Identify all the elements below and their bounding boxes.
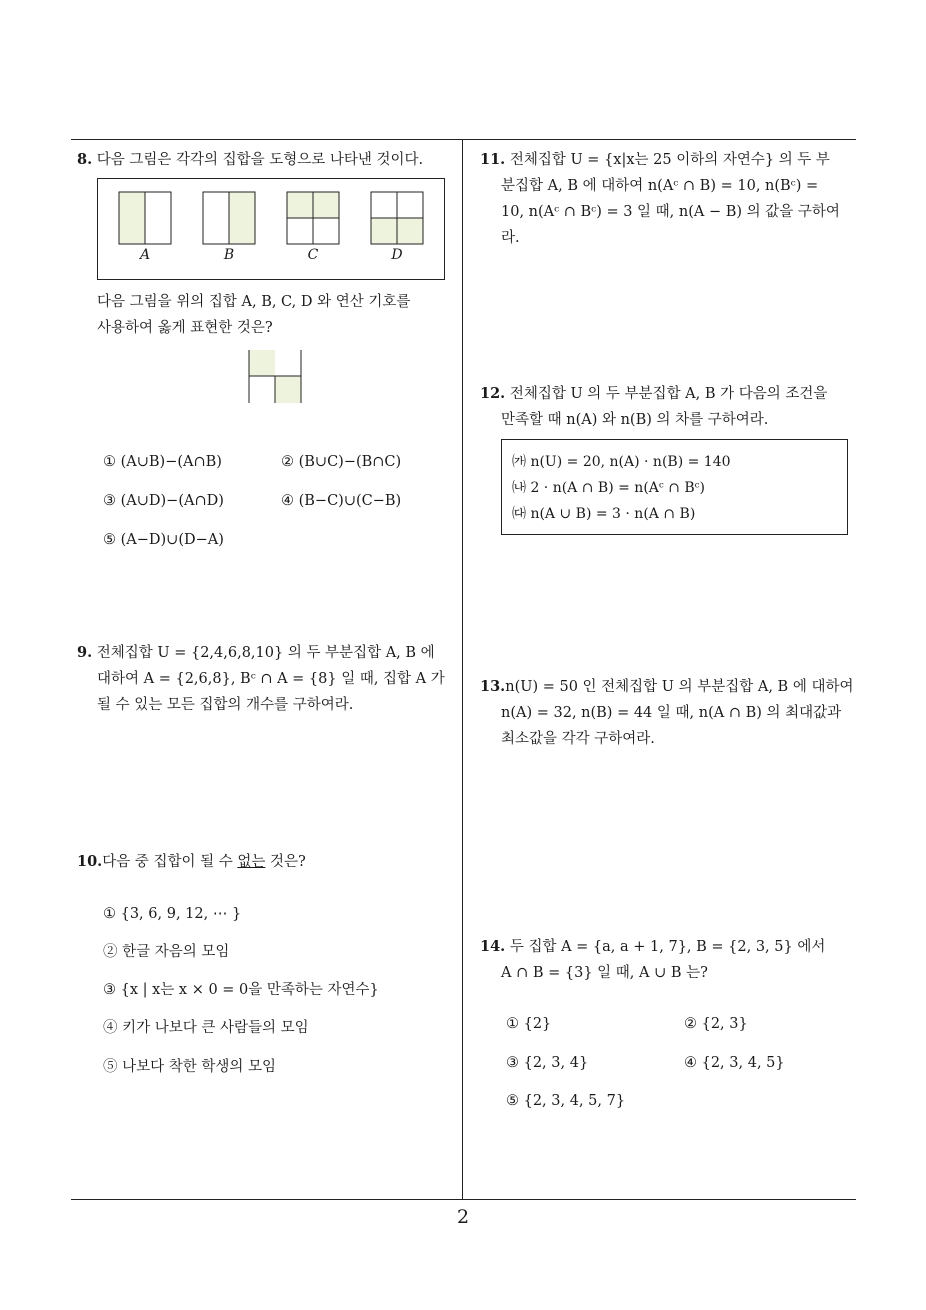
question-number: 11.	[480, 151, 506, 168]
target-shade-top-left	[249, 350, 275, 376]
question-text-line-3: 최소값을 각각 구하여라.	[501, 731, 655, 747]
choice-5[interactable]: ⑤ (A−D)∪(D−A)	[103, 532, 224, 548]
question-text-line-2: 만족할 때 n(A) 와 n(B) 의 차를 구하여라.	[501, 412, 769, 428]
question-intro: 다음 그림은 각각의 집합을 도형으로 나타낸 것이다.	[96, 152, 424, 168]
question-text-line-1: 전체집합 U = {x|x는 25 이하의 자연수} 의 두 부	[509, 152, 830, 168]
figure-a-shade	[119, 192, 145, 244]
bottom-rule	[71, 1199, 856, 1200]
condition-ga: ㈎ n(U) = 20, n(A) · n(B) = 140	[512, 454, 731, 470]
target-figure	[246, 350, 304, 404]
question-text-line-2: 사용하여 옳게 표현한 것은?	[97, 320, 273, 336]
figure-d-label: D	[391, 247, 403, 263]
choice-2[interactable]: ② 한글 자음의 모임	[103, 944, 230, 960]
question-number: 14.	[480, 938, 506, 955]
set-figures	[98, 179, 444, 279]
choice-4[interactable]: ④ {2, 3, 4, 5}	[684, 1055, 785, 1071]
choice-5[interactable]: ⑤ 나보다 착한 학생의 모임	[103, 1059, 277, 1075]
question-text-post: 것은?	[265, 854, 306, 870]
question-text-line-2: n(A) = 32, n(B) = 44 일 때, n(A ∩ B) 의 최대값과	[501, 705, 842, 721]
figure-a	[119, 192, 171, 244]
choice-3[interactable]: ③ {2, 3, 4}	[506, 1055, 589, 1071]
question-text-line-3: 10, n(Aᶜ ∩ Bᶜ) = 3 일 때, n(A − B) 의 값을 구하여	[501, 204, 840, 220]
figure-b	[203, 192, 255, 244]
conditions-box	[501, 439, 848, 535]
figure-d	[371, 192, 423, 244]
question-text-underlined: 없는	[237, 854, 266, 870]
page-number: 2	[456, 1206, 470, 1228]
top-rule	[71, 139, 856, 140]
set-figures-box	[97, 178, 445, 280]
question-text-line-1: n(U) = 50 인 전체집합 U 의 부분집합 A, B 에 대하여	[505, 679, 854, 695]
question-text-line-2: 분집합 A, B 에 대하여 n(Aᶜ ∩ B) = 10, n(Bᶜ) =	[501, 178, 819, 194]
question-text-line-1: 전체집합 U = {2,4,6,8,10} 의 두 부분집합 A, B 에	[96, 645, 435, 661]
question-number: 8.	[77, 151, 93, 168]
question-text-pre: 다음 중 집합이 될 수	[102, 854, 238, 870]
choice-5[interactable]: ⑤ {2, 3, 4, 5, 7}	[506, 1093, 626, 1109]
condition-na: ㈏ 2 · n(A ∩ B) = n(Aᶜ ∩ Bᶜ)	[512, 480, 705, 496]
condition-da: ㈐ n(A ∪ B) = 3 · n(A ∩ B)	[512, 506, 696, 522]
figure-c-label: C	[307, 247, 319, 263]
choice-4[interactable]: ④ 키가 나보다 큰 사람들의 모임	[103, 1020, 309, 1036]
figure-c	[287, 192, 339, 244]
figure-a-label: A	[139, 247, 151, 263]
column-divider	[462, 140, 463, 1200]
choice-1[interactable]: ① {2}	[506, 1016, 552, 1032]
choice-2[interactable]: ② (B∪C)−(B∩C)	[281, 454, 402, 470]
question-text-line-1: 전체집합 U 의 두 부분집합 A, B 가 다음의 조건을	[509, 386, 828, 402]
choice-3[interactable]: ③ {x | x는 x × 0 = 0을 만족하는 자연수}	[103, 982, 379, 998]
question-text-line-3: 될 수 있는 모든 집합의 개수를 구하여라.	[97, 697, 354, 713]
figure-b-shade	[229, 192, 255, 244]
choice-2[interactable]: ② {2, 3}	[684, 1016, 748, 1032]
choice-1[interactable]: ① {3, 6, 9, 12, ⋯ }	[103, 906, 242, 922]
choice-3[interactable]: ③ (A∪D)−(A∩D)	[103, 493, 224, 509]
question-number: 9.	[77, 644, 93, 661]
question-text-line-4: 라.	[501, 230, 520, 246]
choice-4[interactable]: ④ (B−C)∪(C−B)	[281, 493, 402, 509]
question-text-line-2: 대하여 A = {2,6,8}, Bᶜ ∩ A = {8} 일 때, 집합 A 가	[97, 671, 445, 687]
figure-b-label: B	[223, 247, 235, 263]
question-text-line-1: 다음 그림을 위의 집합 A, B, C, D 와 연산 기호를	[97, 294, 411, 310]
question-text-line-1: 두 집합 A = {a, a + 1, 7}, B = {2, 3, 5} 에서	[509, 939, 826, 955]
target-shade-bottom-right	[275, 376, 301, 403]
question-number: 12.	[480, 385, 506, 402]
question-text-line-2: A ∩ B = {3} 일 때, A ∪ B 는?	[501, 965, 708, 981]
question-number: 13.	[480, 678, 506, 695]
choice-1[interactable]: ① (A∪B)−(A∩B)	[103, 454, 222, 470]
question-number: 10.	[77, 853, 103, 870]
